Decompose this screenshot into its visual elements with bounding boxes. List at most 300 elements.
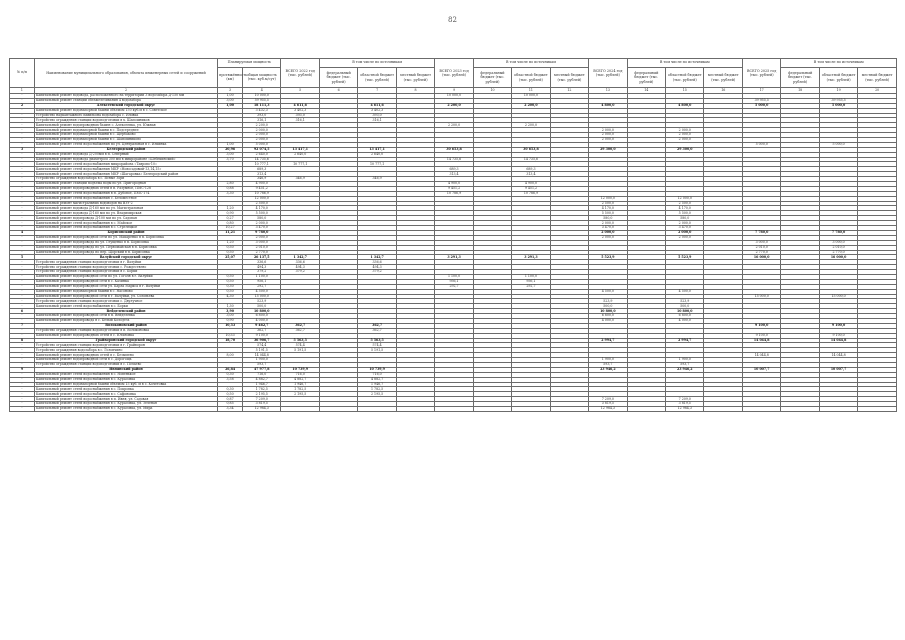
value-cell: 362,7 xyxy=(281,323,319,328)
value-cell: 292,7 xyxy=(435,284,473,289)
value-cell: 4 000,0 xyxy=(243,318,281,323)
value-cell: 0,85 xyxy=(218,402,243,407)
value-cell: 36 906,7 xyxy=(243,338,281,343)
value-cell: 2 000,0 xyxy=(666,230,704,235)
row-number-cell: - xyxy=(10,157,35,162)
value-cell: 5 191,5 xyxy=(281,348,319,353)
object-name-cell: Капитальный ремонт водопровода по ул. Глущенко в п. Борисовка xyxy=(34,240,217,245)
value-cell: 4 900,0 xyxy=(512,182,550,187)
value-cell: 3 402,3 xyxy=(281,108,319,113)
page-number: 82 xyxy=(448,16,457,24)
row-number-cell: - xyxy=(10,407,35,412)
value-cell: 2 000,0 xyxy=(589,128,627,133)
value-cell: 30 653,8 xyxy=(512,147,550,152)
value-cell: 0,30 xyxy=(218,387,243,392)
header-regional-2023: областной бюджет (тыс. рублей) xyxy=(512,68,550,88)
object-name-cell: Устройство ограждения станции водоподготовки в г. Валуйки xyxy=(34,260,217,265)
header-total-2023: ВСЕГО 2023 год (тыс. рублей) xyxy=(435,59,473,88)
value-cell: 59 955,5 xyxy=(243,98,281,103)
value-cell: 0,50 xyxy=(218,279,243,284)
value-cell: 25,07 xyxy=(218,255,243,260)
value-cell: 956,1 xyxy=(512,279,550,284)
object-name-cell: Капитальный ремонт водовода Д-160 мм по ул. Владимирская xyxy=(34,211,217,216)
column-number: 7 xyxy=(358,88,396,94)
value-cell: 362,7 xyxy=(243,328,281,333)
table-row xyxy=(10,407,897,412)
value-cell: 2 500,0 xyxy=(243,201,281,206)
value-cell: 1 946,7 xyxy=(358,382,396,387)
row-number-cell: 9 xyxy=(10,367,35,372)
value-cell: 7 209,0 xyxy=(666,397,704,402)
value-cell: 5 191,5 xyxy=(243,348,281,353)
value-cell: 313,4 xyxy=(435,172,473,177)
column-number: 12 xyxy=(550,88,588,94)
value-cell: 2 000,0 xyxy=(666,235,704,240)
value-cell: 6 800,0 xyxy=(666,314,704,319)
value-cell: 1 100,0 xyxy=(435,274,473,279)
row-number-cell: - xyxy=(10,333,35,338)
header-local-2025: местный бюджет (тыс. рублей) xyxy=(858,68,897,88)
value-cell: 10 786,9 xyxy=(512,191,550,196)
row-number-cell: - xyxy=(10,235,35,240)
value-cell: 30 653,8 xyxy=(435,147,473,152)
object-name-cell: Капитальный ремонт станции обезжелезивания 4 водозабора xyxy=(34,98,217,103)
value-cell xyxy=(781,407,819,412)
value-cell: 574,4 xyxy=(243,343,281,348)
header-sources-2024: В том числе по источникам xyxy=(627,59,742,68)
value-cell: 9 100,0 xyxy=(819,333,857,338)
row-number-cell: - xyxy=(10,133,35,138)
value-cell: 593,7 xyxy=(666,362,704,367)
value-cell: 9 100,0 xyxy=(819,323,857,328)
object-name-cell: Капитальный ремонт водопроводных сетей в с. Безымено xyxy=(34,353,217,358)
column-number: 5 xyxy=(281,88,319,94)
object-name-cell: Грайворонский городской округ xyxy=(34,338,217,343)
header-col-name: Наименование муниципального образования, объекта инженерных сетей и сооружений xyxy=(34,59,217,88)
object-name-cell: Устройство ограждения станции водоподготовки в г. Грайворон xyxy=(34,343,217,348)
value-cell: 10 000,0 xyxy=(243,94,281,99)
value-cell: 2 000,0 xyxy=(589,230,627,235)
value-cell: 2 000,0 xyxy=(666,221,704,226)
value-cell: 2 195,5 xyxy=(281,392,319,397)
value-cell: 393,0 xyxy=(281,113,319,118)
value-cell: 3,00 xyxy=(218,98,243,103)
value-cell: 26 137,5 xyxy=(243,255,281,260)
value-cell: 4 170,0 xyxy=(589,206,627,211)
value-cell: 2 200,0 xyxy=(512,103,550,108)
object-name-cell: Борисовский район xyxy=(34,230,217,235)
value-cell: 7 780,0 xyxy=(742,230,780,235)
value-cell: 10 007,7 xyxy=(742,367,780,372)
value-cell: 10 800,0 xyxy=(589,309,627,314)
row-number-cell: - xyxy=(10,201,35,206)
value-cell: 1 782,5 xyxy=(281,387,319,392)
value-cell xyxy=(742,407,780,412)
value-cell: 13 417,1 xyxy=(281,147,319,152)
value-cell: 47 977,8 xyxy=(243,367,281,372)
value-cell: 14 735,6 xyxy=(435,157,473,162)
row-number-cell: - xyxy=(10,377,35,382)
value-cell: 2 200,0 xyxy=(435,123,473,128)
value-cell: 580,0 xyxy=(589,216,627,221)
value-cell xyxy=(704,407,742,412)
value-cell: 362,7 xyxy=(358,328,396,333)
value-cell: 12 000,0 xyxy=(666,196,704,201)
investment-table-sheet xyxy=(9,58,897,412)
value-cell: 336,6 xyxy=(243,260,281,265)
value-cell: 0,50 xyxy=(218,245,243,250)
column-number: 17 xyxy=(742,88,780,94)
value-cell: 2 000,0 xyxy=(666,138,704,143)
object-name-cell: Устройство ограждения станции водоподготовки в п. Волоконовка xyxy=(34,328,217,333)
value-cell: 1 900,0 xyxy=(589,358,627,363)
value-cell: 4 882,7 xyxy=(281,377,319,382)
value-cell: 580,0 xyxy=(243,216,281,221)
object-name-cell: Капитальный ремонт водопроводной сети ул. Карла Маркса в г. Валуйки xyxy=(34,284,217,289)
value-cell: 3,00 xyxy=(218,314,243,319)
object-name-cell: Устройство ограждения станции водоподготовки в с. Борки xyxy=(34,270,217,275)
row-number-cell: - xyxy=(10,206,35,211)
value-cell: 0,88 xyxy=(218,186,243,191)
value-cell: 3 291,3 xyxy=(512,255,550,260)
value-cell xyxy=(473,407,511,412)
value-cell: 2 010,0 xyxy=(819,245,857,250)
value-cell: 23 946,2 xyxy=(589,367,627,372)
value-cell xyxy=(358,407,396,412)
value-cell: 2 000,0 xyxy=(589,138,627,143)
row-number-cell: - xyxy=(10,265,35,270)
value-cell: 14 044,8 xyxy=(742,353,780,358)
object-name-cell: Капитальный ремонт водопроводных башен с. Алексеевка, ул. Южная xyxy=(34,123,217,128)
value-cell: 1 100,0 xyxy=(512,274,550,279)
value-cell: 574,4 xyxy=(358,343,396,348)
column-number: 1 xyxy=(10,88,35,94)
value-cell: 3,34 xyxy=(218,407,243,412)
object-name-cell: Капитальный ремонт водопровода в с. Белый Колодезь xyxy=(34,318,217,323)
row-number-cell: - xyxy=(10,221,35,226)
row-number-cell: - xyxy=(10,118,35,123)
value-cell: 0,50 xyxy=(218,392,243,397)
value-cell: 7 780,0 xyxy=(819,230,857,235)
row-number-cell: - xyxy=(10,397,35,402)
value-cell: 5 000,0 xyxy=(819,103,857,108)
value-cell: 316,1 xyxy=(243,118,281,123)
row-number-cell: 5 xyxy=(10,255,35,260)
value-cell: 4 170,0 xyxy=(666,206,704,211)
row-number-cell: - xyxy=(10,362,35,367)
value-cell: 4 800,0 xyxy=(666,103,704,108)
value-cell: 9 100,0 xyxy=(742,323,780,328)
object-name-cell: Капитальный ремонт сетей водоснабжения микрорайона «Таврово-10» xyxy=(34,162,217,167)
value-cell xyxy=(319,407,357,412)
value-cell: 393,0 xyxy=(243,113,281,118)
column-number: 15 xyxy=(666,88,704,94)
value-cell xyxy=(858,407,897,412)
value-cell: 2 640,0 xyxy=(243,152,281,157)
value-cell: 1 100,0 xyxy=(243,274,281,279)
object-name-cell: Капитальный ремонт водопровода по ул. Первомайская в п. Борисовка xyxy=(34,245,217,250)
value-cell: 18 111,3 xyxy=(243,103,281,108)
row-number-cell: - xyxy=(10,240,35,245)
value-cell: 2 010,0 xyxy=(742,245,780,250)
value-cell: 593,7 xyxy=(589,362,627,367)
object-name-cell: Капитальный ремонт водопроводной сети по ул. Гоголя в г. Валуйки xyxy=(34,274,217,279)
value-cell: 39 955,5 xyxy=(742,98,780,103)
value-cell: 4 000,0 xyxy=(666,318,704,323)
value-cell: 3 291,3 xyxy=(435,255,473,260)
value-cell: 1 900,0 xyxy=(666,358,704,363)
value-cell: 379,2 xyxy=(281,270,319,275)
value-cell: 3,00 xyxy=(218,152,243,157)
value-cell: 9 451,2 xyxy=(512,186,550,191)
value-cell: 3 432,3 xyxy=(243,108,281,113)
value-cell: 10 000,0 xyxy=(435,94,473,99)
value-cell: 1,00 xyxy=(218,142,243,147)
object-name-cell: Капитальный ремонт водопроводных сетей в с. Ютановка xyxy=(34,333,217,338)
object-name-cell: Устройство ограждения водозабора в с. Ясные Зори xyxy=(34,177,217,182)
row-number-cell: - xyxy=(10,343,35,348)
value-cell: 5 500,0 xyxy=(666,211,704,216)
object-name-cell: Устройство ограждения станции водоподготовки в х. Шапошников xyxy=(34,118,217,123)
value-cell: 5 523,9 xyxy=(589,255,627,260)
value-cell: 0,27 xyxy=(218,216,243,221)
value-cell: 2 000,0 xyxy=(666,133,704,138)
object-name-cell: Капитальный ремонт сетей водоснабжения в с. Курасовка xyxy=(34,377,217,382)
value-cell: 292,7 xyxy=(243,284,281,289)
value-cell: 12 984,3 xyxy=(666,407,704,412)
value-cell: 689,3 xyxy=(512,167,550,172)
header-federal-2024: федеральный бюджет (тыс. рублей) xyxy=(627,68,665,88)
value-cell: 379,2 xyxy=(358,270,396,275)
value-cell: 2 770,0 xyxy=(742,250,780,255)
value-cell: 3 000,0 xyxy=(742,240,780,245)
column-number: 14 xyxy=(627,88,665,94)
value-cell: 346,9 xyxy=(243,177,281,182)
value-cell: 346,9 xyxy=(358,177,396,182)
value-cell: 346,9 xyxy=(281,177,319,182)
object-name-cell: Капитальный ремонт сетей водоснабжения в с. Курасовка, ул. Зеленая xyxy=(34,402,217,407)
value-cell: 5 563,5 xyxy=(358,338,396,343)
header-regional-2024: областной бюджет (тыс. рублей) xyxy=(666,68,704,88)
value-cell: 1 946,7 xyxy=(281,382,319,387)
header-sources-2025: В том числе по источникам xyxy=(781,59,897,68)
value-cell: 9 451,2 xyxy=(243,186,281,191)
value-cell: 0,50 xyxy=(218,274,243,279)
value-cell: 3 819,5 xyxy=(589,402,627,407)
object-name-cell: Капитальный ремонт водопроводной сети в с. Дорогощь xyxy=(34,358,217,363)
object-name-cell: Капитальный ремонт водонапорной башни объемом 15 куб. м в с. Кочетовка xyxy=(34,382,217,387)
column-number: 10 xyxy=(473,88,511,94)
row-number-cell: - xyxy=(10,138,35,143)
header-col-number: № п/п xyxy=(10,59,35,88)
value-cell: 14 044,8 xyxy=(742,338,780,343)
value-cell: 4 800,0 xyxy=(589,103,627,108)
object-name-cell: Устройство ограждения станции водоподготовки с. Двулучное xyxy=(34,299,217,304)
value-cell: 3,58 xyxy=(218,377,243,382)
value-cell: 10 000,0 xyxy=(512,94,550,99)
value-cell: 2 770,0 xyxy=(243,250,281,255)
value-cell: 593,7 xyxy=(243,362,281,367)
value-cell: 3 470,0 xyxy=(243,226,281,231)
row-number-cell: - xyxy=(10,177,35,182)
value-cell: 500,0 xyxy=(589,304,627,309)
value-cell: 7 209,0 xyxy=(243,397,281,402)
object-name-cell: Капитальный ремонт водопроводной сети в п. Вейделевка xyxy=(34,314,217,319)
value-cell: 7 209,0 xyxy=(589,397,627,402)
value-cell: 1,20 xyxy=(218,206,243,211)
value-cell: 2 000,0 xyxy=(589,235,627,240)
object-name-cell: Устройство ограждения станции водоподготовки в с. Почаево xyxy=(34,362,217,367)
object-name-cell: Капитальный ремонт водовода, расположенного на территории 3 водозабора Д-150 мм xyxy=(34,94,217,99)
object-name-cell: Капитальный ремонт водонапорной башни в с. Подсереднее xyxy=(34,128,217,133)
value-cell: 2 195,5 xyxy=(243,392,281,397)
row-number-cell: - xyxy=(10,270,35,275)
value-cell: 1,00 xyxy=(218,103,243,108)
row-number-cell: - xyxy=(10,186,35,191)
row-number-cell: - xyxy=(10,245,35,250)
value-cell: 2 010,0 xyxy=(243,245,281,250)
value-cell: 0,50 xyxy=(218,250,243,255)
row-number-cell: 4 xyxy=(10,230,35,235)
value-cell: 12 984,3 xyxy=(589,407,627,412)
row-number-cell: 2 xyxy=(10,103,35,108)
row-number-cell: - xyxy=(10,94,35,99)
value-cell: 4 500,0 xyxy=(666,289,704,294)
object-name-cell: Ивнянский район xyxy=(34,367,217,372)
row-number-cell: - xyxy=(10,387,35,392)
value-cell: 4 900,0 xyxy=(243,182,281,187)
value-cell: 292,7 xyxy=(512,284,550,289)
value-cell: 2 195,5 xyxy=(358,392,396,397)
object-name-cell: Капитальный ремонт сетей водоснабжения в п. Ивня, ул. Садовая xyxy=(34,397,217,402)
value-cell: 2 200,0 xyxy=(512,123,550,128)
row-number-cell: - xyxy=(10,142,35,147)
column-number: 8 xyxy=(396,88,434,94)
object-name-cell: Капитальный ремонт водопровода по пер. Щорский в п. Борисовка xyxy=(34,250,217,255)
value-cell: 3 819,5 xyxy=(243,402,281,407)
value-cell: 3 470,0 xyxy=(666,226,704,231)
value-cell: 3,70 xyxy=(218,157,243,162)
row-number-cell: 7 xyxy=(10,323,35,328)
value-cell xyxy=(281,407,319,412)
value-cell: 18,70 xyxy=(218,338,243,343)
value-cell: 336,6 xyxy=(358,260,396,265)
value-cell: 2 640,0 xyxy=(358,152,396,157)
value-cell: 15 000,0 xyxy=(819,294,857,299)
column-number: 20 xyxy=(858,88,897,94)
row-number-cell: 8 xyxy=(10,338,35,343)
value-cell: 15 000,0 xyxy=(742,294,780,299)
object-name-cell: Капитальный ремонт сетей водоснабжения в п. Дубовое, ПМС-174 xyxy=(34,191,217,196)
column-number: 4 xyxy=(243,88,281,94)
value-cell: 4 170,0 xyxy=(243,206,281,211)
value-cell: 9 100,0 xyxy=(243,333,281,338)
value-cell: 313,4 xyxy=(512,172,550,177)
value-cell: 5 000,0 xyxy=(819,142,857,147)
row-number-cell: - xyxy=(10,328,35,333)
value-cell: 2 500,0 xyxy=(666,201,704,206)
value-cell: 0,30 xyxy=(218,372,243,377)
value-cell: 29 300,0 xyxy=(589,147,627,152)
value-cell: 0,90 xyxy=(218,318,243,323)
value-cell: 1 782,5 xyxy=(243,387,281,392)
column-number: 11 xyxy=(512,88,550,94)
object-name-cell: Капитальный ремонт сетей водоснабжения в с. Сафоновка xyxy=(34,392,217,397)
value-cell: 92 074,5 xyxy=(243,147,281,152)
object-name-cell: Капитальный ремонт водонапорной башни объемом 150 куб.м в с. Советское xyxy=(34,108,217,113)
header-regional-2022: областной бюджет (тыс. рублей) xyxy=(358,68,396,88)
value-cell: 10 800,0 xyxy=(243,309,281,314)
value-cell: 2 000,0 xyxy=(243,138,281,143)
row-number-cell: - xyxy=(10,318,35,323)
value-cell: 2 000,0 xyxy=(243,235,281,240)
value-cell: 26,84 xyxy=(218,367,243,372)
value-cell: 500,0 xyxy=(243,304,281,309)
value-cell: 1 782,5 xyxy=(358,387,396,392)
value-cell: 10 777,1 xyxy=(243,162,281,167)
row-number-cell: - xyxy=(10,372,35,377)
value-cell: 5 000,0 xyxy=(742,142,780,147)
row-number-cell: - xyxy=(10,108,35,113)
header-local-2022: местный бюджет (тыс. рублей) xyxy=(396,68,434,88)
value-cell: 14 735,6 xyxy=(512,157,550,162)
row-number-cell: - xyxy=(10,402,35,407)
value-cell xyxy=(512,407,550,412)
value-cell: 1,30 xyxy=(218,304,243,309)
value-cell: 9 780,0 xyxy=(243,230,281,235)
value-cell: 689,3 xyxy=(435,167,473,172)
row-number-cell: - xyxy=(10,98,35,103)
value-cell: 500,0 xyxy=(666,304,704,309)
header-local-2024: местный бюджет (тыс. рублей) xyxy=(704,68,742,88)
value-cell: 379,2 xyxy=(243,270,281,275)
value-cell: 956,1 xyxy=(243,279,281,284)
value-cell: 5 563,5 xyxy=(281,338,319,343)
value-cell: 10 739,9 xyxy=(281,367,319,372)
value-cell: 2 200,0 xyxy=(243,123,281,128)
value-cell: 3 000,0 xyxy=(243,240,281,245)
value-cell: 4 500,0 xyxy=(589,289,627,294)
value-cell: 0,30 xyxy=(218,284,243,289)
row-number-cell: - xyxy=(10,353,35,358)
value-cell: 10 777,1 xyxy=(358,162,396,167)
row-number-cell: - xyxy=(10,274,35,279)
header-local-2023: местный бюджет (тыс. рублей) xyxy=(550,68,588,88)
value-cell: 10 786,9 xyxy=(243,191,281,196)
value-cell: 10 739,9 xyxy=(358,367,396,372)
value-cell: 4 611,6 xyxy=(358,103,396,108)
value-cell: 0,90 xyxy=(218,211,243,216)
value-cell: 494,3 xyxy=(281,265,319,270)
value-cell: 4 882,7 xyxy=(243,377,281,382)
value-cell: 1,20 xyxy=(218,240,243,245)
object-name-cell: Капитальный ремонт сетей водоснабжения в с. Борки xyxy=(34,304,217,309)
row-number-cell: - xyxy=(10,260,35,265)
object-name-cell: Капитальный ремонт водонапорной башни в с. Шапошниково xyxy=(34,138,217,143)
value-cell xyxy=(550,407,588,412)
object-name-cell: Капитальный ремонт сетей водоснабжения в с. Майское xyxy=(34,221,217,226)
value-cell: 5 523,9 xyxy=(666,255,704,260)
row-number-cell: - xyxy=(10,196,35,201)
value-cell: 23 946,2 xyxy=(666,367,704,372)
table-body xyxy=(10,94,897,412)
object-name-cell: Капитальный ремонт магистральных водоводов на ВЗУ-2 xyxy=(34,201,217,206)
value-cell: 11,21 xyxy=(218,230,243,235)
value-cell: 1 342,7 xyxy=(358,255,396,260)
column-number: 19 xyxy=(819,88,857,94)
value-cell: 14 044,8 xyxy=(819,338,857,343)
value-cell: 10,53 xyxy=(218,333,243,338)
